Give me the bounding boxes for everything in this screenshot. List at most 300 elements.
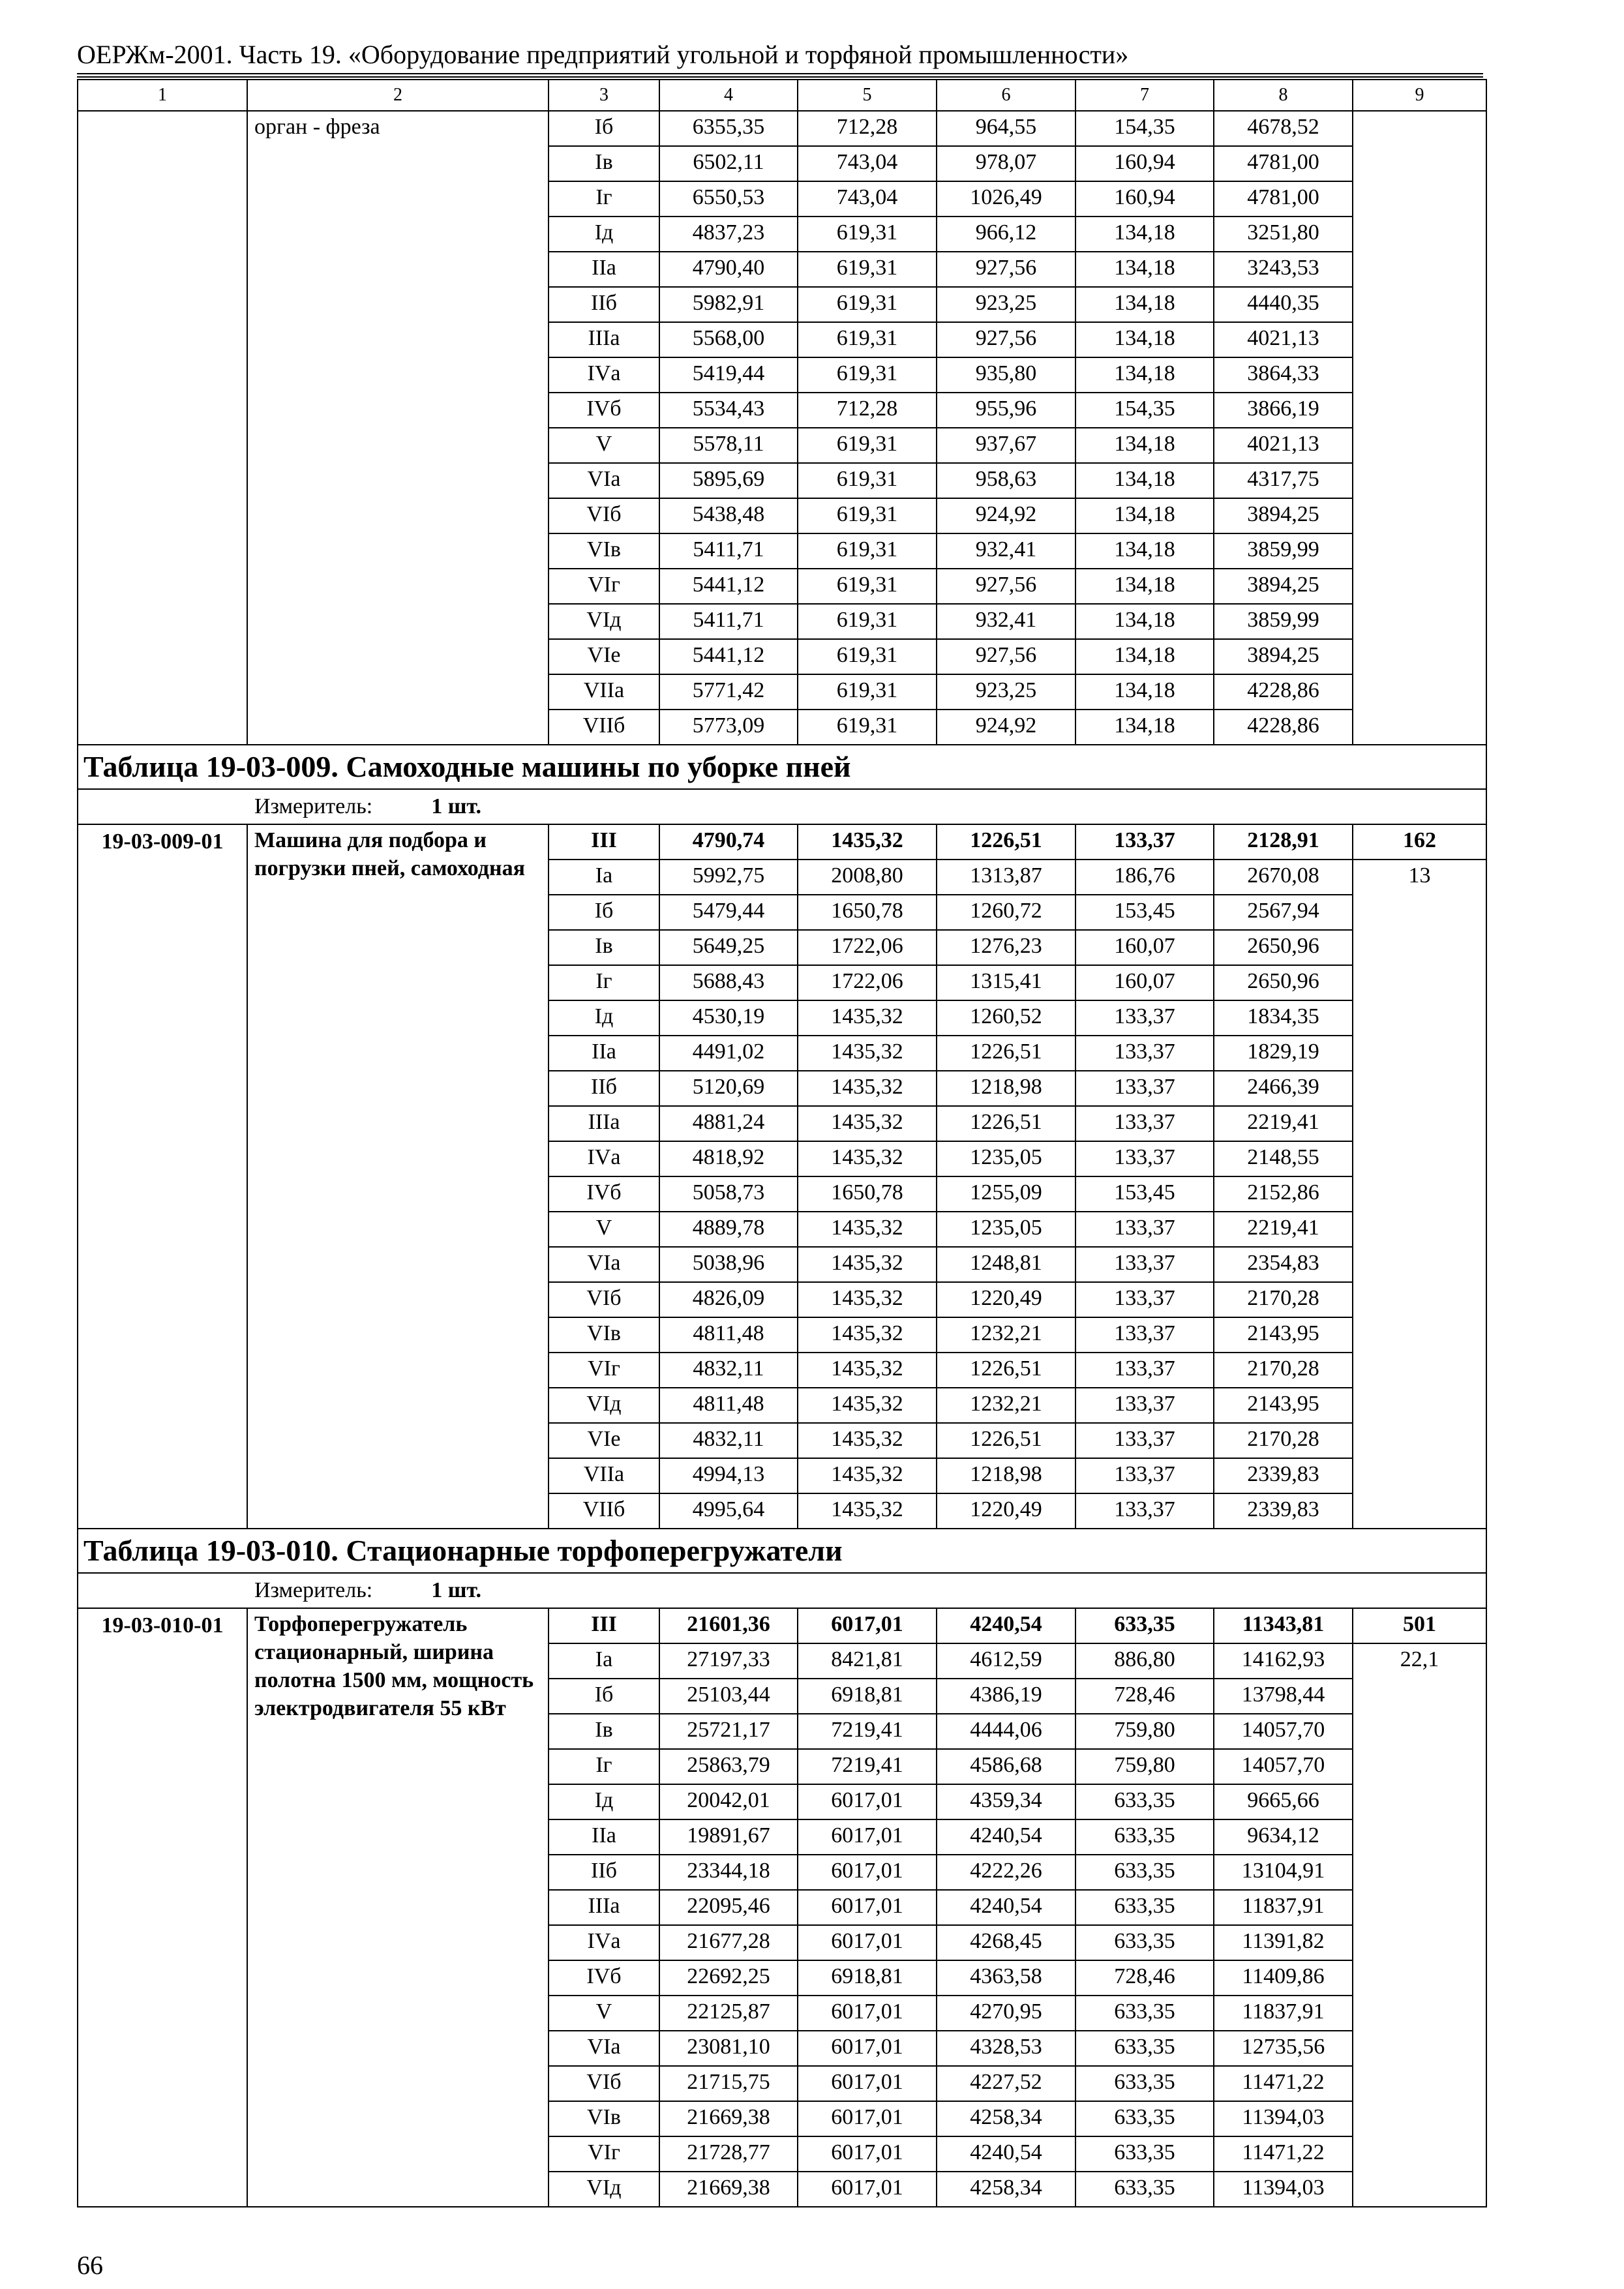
wage-cell: 6017,01 [798,2066,937,2101]
machine-cost-cell: 978,07 [937,146,1075,181]
machine-cost-cell: 4386,19 [937,1679,1075,1714]
material-cost-cell: 2567,94 [1214,895,1353,930]
zone-cell: Iд [549,1784,659,1819]
zone-cell: V [549,428,659,463]
column-number: 9 [1353,80,1486,111]
material-cost-cell: 11391,82 [1214,1925,1353,1960]
wage-cell: 1435,32 [798,1388,937,1423]
zone-cell: VIб [549,498,659,533]
wage-cell: 1435,32 [798,1036,937,1071]
machine-cost-cell: 1248,81 [937,1247,1075,1282]
machine-cost-cell: 964,55 [937,111,1075,146]
material-cost-cell: 11409,86 [1214,1960,1353,1996]
zone-cell: Iг [549,965,659,1000]
total-cost-cell: 25103,44 [659,1679,798,1714]
machine-cost-cell: 4240,54 [937,1890,1075,1925]
material-cost-cell: 2152,86 [1214,1176,1353,1212]
table-title-row [78,745,1486,789]
material-cost-cell: 9665,66 [1214,1784,1353,1819]
material-cost-cell: 3894,25 [1214,569,1353,604]
machine-cost-cell: 924,92 [937,710,1075,745]
material-cost-cell: 2339,83 [1214,1458,1353,1493]
zone-cell: Iг [549,1749,659,1784]
wage-cell: 6017,01 [798,2172,937,2207]
machine-cost-cell: 4268,45 [937,1925,1075,1960]
machine-cost-cell: 932,41 [937,604,1075,639]
total-cost-cell: 25863,79 [659,1749,798,1784]
item-name: Машина для подбора и погрузки пней, самоходная [247,824,549,1529]
table-title: Таблица 19-03-010. Стационарные торфоперегружатели [78,1529,1486,1573]
machine-cost-cell: 927,56 [937,322,1075,357]
operator-wage-cell: 759,80 [1075,1749,1214,1784]
header-rule-bottom [77,76,1483,78]
operator-wage-cell: 133,37 [1075,1353,1214,1388]
wage-cell: 6017,01 [798,1819,937,1855]
operator-wage-cell: 633,35 [1075,1925,1214,1960]
machine-cost-cell: 955,96 [937,393,1075,428]
machine-cost-cell: 1220,49 [937,1493,1075,1529]
material-cost-cell: 2354,83 [1214,1247,1353,1282]
unit-cell [78,789,1486,824]
operator-labor: 22,1 [1353,1643,1486,2207]
total-cost-cell: 19891,67 [659,1819,798,1855]
operator-wage-cell: 633,35 [1075,1819,1214,1855]
operator-wage-cell: 134,18 [1075,287,1214,322]
column-number: 2 [247,80,549,111]
operator-wage-cell: 633,35 [1075,1855,1214,1890]
zone-cell: Iб [549,111,659,146]
material-cost-cell: 2170,28 [1214,1282,1353,1317]
wage-cell: 7219,41 [798,1749,937,1784]
operator-wage-cell: 134,18 [1075,533,1214,569]
wage-cell: 6017,01 [798,1608,937,1643]
wage-cell: 712,28 [798,111,937,146]
zone-cell: Iб [549,1679,659,1714]
material-cost-cell: 13798,44 [1214,1679,1353,1714]
total-cost-cell: 4832,11 [659,1353,798,1388]
operator-labor: 13 [1353,860,1486,1529]
total-cost-cell: 4826,09 [659,1282,798,1317]
machine-cost-cell: 1218,98 [937,1458,1075,1493]
total-cost-cell: 23081,10 [659,2031,798,2066]
zone-cell: VIа [549,1247,659,1282]
operator-wage-cell: 154,35 [1075,393,1214,428]
wage-cell: 619,31 [798,674,937,710]
operator-wage-cell: 134,18 [1075,357,1214,393]
material-cost-cell: 3251,80 [1214,217,1353,252]
zone-cell: IVб [549,393,659,428]
zone-cell: IIб [549,287,659,322]
zone-cell: VIв [549,533,659,569]
operator-wage-cell: 134,18 [1075,217,1214,252]
material-cost-cell: 2170,28 [1214,1423,1353,1458]
material-cost-cell: 2143,95 [1214,1317,1353,1353]
zone-cell: Iд [549,217,659,252]
wage-cell: 6918,81 [798,1960,937,1996]
operator-wage-cell: 133,37 [1075,1000,1214,1036]
zone-cell: IVа [549,1141,659,1176]
machine-cost-cell: 4240,54 [937,1608,1075,1643]
zone-cell: IVб [549,1176,659,1212]
unit-label: Измеритель: [254,1578,373,1602]
machine-cost-cell: 1276,23 [937,930,1075,965]
material-cost-cell: 2339,83 [1214,1493,1353,1529]
total-cost-cell: 6355,35 [659,111,798,146]
item-code: 19-03-010-01 [78,1608,247,2207]
wage-cell: 6017,01 [798,1890,937,1925]
item-name: орган - фреза [247,111,549,745]
wage-cell: 1650,78 [798,1176,937,1212]
total-cost-cell: 5982,91 [659,287,798,322]
operator-wage-cell: 133,37 [1075,1141,1214,1176]
wage-cell: 6017,01 [798,1925,937,1960]
wage-cell: 1722,06 [798,965,937,1000]
material-cost-cell: 3894,25 [1214,498,1353,533]
material-cost-cell: 2670,08 [1214,860,1353,895]
operator-wage-cell: 133,37 [1075,1106,1214,1141]
zone-cell: III [549,824,659,860]
operator-wage-cell: 134,18 [1075,569,1214,604]
wage-cell: 6017,01 [798,2031,937,2066]
material-cost-cell: 4678,52 [1214,111,1353,146]
page-number: 66 [77,2251,103,2280]
total-cost-cell: 5688,43 [659,965,798,1000]
machine-cost-cell: 1026,49 [937,181,1075,217]
zone-cell: VIб [549,2066,659,2101]
total-cost-cell: 4889,78 [659,1212,798,1247]
material-cost-cell: 14057,70 [1214,1714,1353,1749]
zone-cell: IVб [549,1960,659,1996]
wage-cell: 619,31 [798,498,937,533]
operator-wage-cell: 133,37 [1075,1388,1214,1423]
operator-wage-cell: 133,37 [1075,1212,1214,1247]
operator-wage-cell: 633,35 [1075,2066,1214,2101]
machine-cost-cell: 4612,59 [937,1643,1075,1679]
item-code [78,111,247,745]
machine-cost-cell: 958,63 [937,463,1075,498]
total-cost-cell: 21669,38 [659,2101,798,2136]
total-cost-cell: 21677,28 [659,1925,798,1960]
zone-cell: Iа [549,860,659,895]
material-cost-cell: 11471,22 [1214,2066,1353,2101]
total-cost-cell: 5438,48 [659,498,798,533]
total-cost-cell: 5578,11 [659,428,798,463]
material-cost-cell: 3894,25 [1214,639,1353,674]
wage-cell: 6017,01 [798,1855,937,1890]
zone-cell: VIг [549,1353,659,1388]
zone-cell: VIIа [549,674,659,710]
zone-cell: Iв [549,1714,659,1749]
total-cost-cell: 27197,33 [659,1643,798,1679]
machine-cost-cell: 1226,51 [937,1106,1075,1141]
operator-wage-cell: 160,94 [1075,181,1214,217]
operator-wage-cell: 133,37 [1075,1247,1214,1282]
zone-cell: Iд [549,1000,659,1036]
wage-cell: 1435,32 [798,1423,937,1458]
total-cost-cell: 5771,42 [659,674,798,710]
machine-cost-cell: 1232,21 [937,1388,1075,1423]
unit-value: 1 шт. [431,794,482,818]
machine-cost-cell: 923,25 [937,674,1075,710]
machine-cost-cell: 4586,68 [937,1749,1075,1784]
material-cost-cell: 12735,56 [1214,2031,1353,2066]
operator-wage-cell: 728,46 [1075,1679,1214,1714]
unit-value: 1 шт. [431,1578,482,1602]
wage-cell: 1435,32 [798,1493,937,1529]
material-cost-cell: 11837,91 [1214,1996,1353,2031]
material-cost-cell: 11394,03 [1214,2172,1353,2207]
wage-cell: 619,31 [798,252,937,287]
zone-cell: V [549,1996,659,2031]
operator-wage-cell: 134,18 [1075,463,1214,498]
material-cost-cell: 2219,41 [1214,1212,1353,1247]
zone-cell: Iв [549,930,659,965]
wage-cell: 1435,32 [798,1458,937,1493]
total-cost-cell: 4832,11 [659,1423,798,1458]
material-cost-cell: 4317,75 [1214,463,1353,498]
total-cost-cell: 21728,77 [659,2136,798,2172]
operator-wage-cell: 133,37 [1075,1493,1214,1529]
wage-cell: 8421,81 [798,1643,937,1679]
total-cost-cell: 23344,18 [659,1855,798,1890]
table-row [78,824,1486,860]
operator-wage-cell: 633,35 [1075,1608,1214,1643]
machine-cost-cell: 1235,05 [937,1141,1075,1176]
material-cost-cell: 11394,03 [1214,2101,1353,2136]
total-cost-cell: 5649,25 [659,930,798,965]
total-cost-cell: 4790,74 [659,824,798,860]
zone-cell: Iа [549,1643,659,1679]
wage-cell: 1650,78 [798,895,937,930]
operator-wage-cell: 134,18 [1075,428,1214,463]
machine-cost-cell: 1220,49 [937,1282,1075,1317]
material-cost-cell: 4228,86 [1214,674,1353,710]
total-cost-cell: 21715,75 [659,2066,798,2101]
wage-cell: 6017,01 [798,1784,937,1819]
machine-cost-cell: 1260,72 [937,895,1075,930]
wage-cell: 619,31 [798,287,937,322]
machine-cost-cell: 924,92 [937,498,1075,533]
unit-row [78,789,1486,824]
material-cost-cell: 3866,19 [1214,393,1353,428]
table-title: Таблица 19-03-009. Самоходные машины по уборке пней [78,745,1486,789]
running-header: ОЕРЖм-2001. Часть 19. «Оборудование предприятий угольной и торфяной промышленности» [77,40,1129,69]
operator-wage-cell: 133,37 [1075,1423,1214,1458]
zone-cell: VIа [549,2031,659,2066]
zone-cell: VIIб [549,710,659,745]
operator-wage-cell: 154,35 [1075,111,1214,146]
material-cost-cell: 2170,28 [1214,1353,1353,1388]
total-cost-cell: 21601,36 [659,1608,798,1643]
material-cost-cell: 1834,35 [1214,1000,1353,1036]
total-cost-cell: 4790,40 [659,252,798,287]
machine-cost-cell: 1232,21 [937,1317,1075,1353]
material-cost-cell: 3859,99 [1214,533,1353,569]
total-cost-cell: 5441,12 [659,639,798,674]
material-cost-cell: 9634,12 [1214,1819,1353,1855]
wage-cell: 619,31 [798,639,937,674]
total-cost-cell: 5441,12 [659,569,798,604]
zone-cell: IVа [549,1925,659,1960]
material-cost-cell: 2650,96 [1214,965,1353,1000]
wage-cell: 6017,01 [798,2101,937,2136]
machine-cost-cell: 927,56 [937,639,1075,674]
header-rule-top [77,73,1483,74]
operator-wage-cell: 633,35 [1075,2136,1214,2172]
wage-cell: 1722,06 [798,930,937,965]
operator-wage-cell: 728,46 [1075,1960,1214,1996]
wage-cell: 619,31 [798,428,937,463]
operator-wage-cell: 133,37 [1075,1036,1214,1071]
zone-cell: IIIа [549,322,659,357]
machine-cost-cell: 4328,53 [937,2031,1075,2066]
column-number: 7 [1075,80,1214,111]
wage-cell: 1435,32 [798,1106,937,1141]
material-cost-cell: 2128,91 [1214,824,1353,860]
operator-wage-cell: 134,18 [1075,322,1214,357]
total-cost-cell: 6502,11 [659,146,798,181]
wage-cell: 7219,41 [798,1714,937,1749]
total-cost-cell: 4818,92 [659,1141,798,1176]
material-cost-cell: 4228,86 [1214,710,1353,745]
total-cost-cell: 4837,23 [659,217,798,252]
machine-cost-cell: 1315,41 [937,965,1075,1000]
total-cost-cell: 5895,69 [659,463,798,498]
total-cost-cell: 4881,24 [659,1106,798,1141]
machine-cost-cell: 4222,26 [937,1855,1075,1890]
operator-wage-cell: 186,76 [1075,860,1214,895]
operator-wage-cell: 160,07 [1075,930,1214,965]
machine-cost-cell: 4270,95 [937,1996,1075,2031]
total-cost-cell: 21669,38 [659,2172,798,2207]
machine-cost-cell: 1226,51 [937,1353,1075,1388]
item-name: Торфоперегружатель стационарный, ширина полотна 1500 мм, мощность электродвигателя 55 кВт [247,1608,549,2207]
wage-cell: 712,28 [798,393,937,428]
column-number: 6 [937,80,1075,111]
zone-cell: VIв [549,2101,659,2136]
empty-col9 [1353,111,1486,745]
unit-row [78,1573,1486,1608]
material-cost-cell: 3864,33 [1214,357,1353,393]
total-cost-cell: 5568,00 [659,322,798,357]
material-cost-cell: 2466,39 [1214,1071,1353,1106]
wage-cell: 619,31 [798,463,937,498]
total-cost-cell: 25721,17 [659,1714,798,1749]
wage-cell: 1435,32 [798,1353,937,1388]
column-number: 4 [659,80,798,111]
zone-cell: VIб [549,1282,659,1317]
wage-cell: 6017,01 [798,2136,937,2172]
wage-cell: 743,04 [798,146,937,181]
zone-cell: VIд [549,1388,659,1423]
total-cost-cell: 5534,43 [659,393,798,428]
machine-cost-cell: 1226,51 [937,1036,1075,1071]
zone-cell: VIв [549,1317,659,1353]
total-cost-cell: 5038,96 [659,1247,798,1282]
operator-wage-cell: 153,45 [1075,895,1214,930]
material-cost-cell: 11471,22 [1214,2136,1353,2172]
operator-wage-cell: 134,18 [1075,498,1214,533]
total-cost-cell: 5773,09 [659,710,798,745]
total-cost-cell: 4491,02 [659,1036,798,1071]
price-table [77,79,1487,2207]
zone-cell: Iв [549,146,659,181]
total-cost-cell: 22125,87 [659,1996,798,2031]
material-cost-cell: 3243,53 [1214,252,1353,287]
wage-cell: 1435,32 [798,1141,937,1176]
wage-cell: 619,31 [798,710,937,745]
column-number: 8 [1214,80,1353,111]
operator-wage-cell: 153,45 [1075,1176,1214,1212]
zone-cell: VIд [549,604,659,639]
wage-cell: 6017,01 [798,1996,937,2031]
machine-cost-cell: 1235,05 [937,1212,1075,1247]
table-title-row [78,1529,1486,1573]
machine-cost-cell: 927,56 [937,252,1075,287]
material-cost-cell: 1829,19 [1214,1036,1353,1071]
zone-cell: IIIа [549,1106,659,1141]
zone-cell: IIа [549,252,659,287]
zone-cell: VIIа [549,1458,659,1493]
zone-cell: VIд [549,2172,659,2207]
item-code: 19-03-009-01 [78,824,247,1529]
material-cost-cell: 4440,35 [1214,287,1353,322]
machine-cost-cell: 1218,98 [937,1071,1075,1106]
total-cost-cell: 4995,64 [659,1493,798,1529]
total-cost-cell: 4994,13 [659,1458,798,1493]
total-cost-cell: 20042,01 [659,1784,798,1819]
zone-cell: VIе [549,639,659,674]
zone-cell: Iб [549,895,659,930]
zone-cell: VIIб [549,1493,659,1529]
zone-cell: IIIа [549,1890,659,1925]
wage-cell: 619,31 [798,533,937,569]
table-row [78,111,1486,146]
operator-wage-cell: 759,80 [1075,1714,1214,1749]
operator-wage-cell: 633,35 [1075,2172,1214,2207]
operator-wage-cell: 633,35 [1075,1890,1214,1925]
column-number: 5 [798,80,937,111]
operator-wage-cell: 633,35 [1075,2101,1214,2136]
machine-cost-cell: 1313,87 [937,860,1075,895]
wage-cell: 619,31 [798,357,937,393]
wage-cell: 1435,32 [798,1000,937,1036]
machine-cost-cell: 966,12 [937,217,1075,252]
material-cost-cell: 4781,00 [1214,146,1353,181]
material-cost-cell: 2219,41 [1214,1106,1353,1141]
material-cost-cell: 2148,55 [1214,1141,1353,1176]
operator-wage-cell: 633,35 [1075,1784,1214,1819]
operator-wage-cell: 133,37 [1075,1458,1214,1493]
unit-label: Измеритель: [254,794,373,818]
column-number: 3 [549,80,659,111]
machine-cost-cell: 4240,54 [937,1819,1075,1855]
zone-cell: IIб [549,1071,659,1106]
total-cost-cell: 5992,75 [659,860,798,895]
wage-cell: 619,31 [798,604,937,639]
material-cost-cell: 14162,93 [1214,1643,1353,1679]
material-cost-cell: 4021,13 [1214,322,1353,357]
zone-cell: III [549,1608,659,1643]
material-cost-cell: 11343,81 [1214,1608,1353,1643]
wage-cell: 619,31 [798,217,937,252]
machine-cost-cell: 937,67 [937,428,1075,463]
machine-cost-cell: 4363,58 [937,1960,1075,1996]
zone-cell: VIг [549,569,659,604]
total-cost-cell: 5120,69 [659,1071,798,1106]
column-number: 1 [78,80,247,111]
wage-cell: 1435,32 [798,1212,937,1247]
